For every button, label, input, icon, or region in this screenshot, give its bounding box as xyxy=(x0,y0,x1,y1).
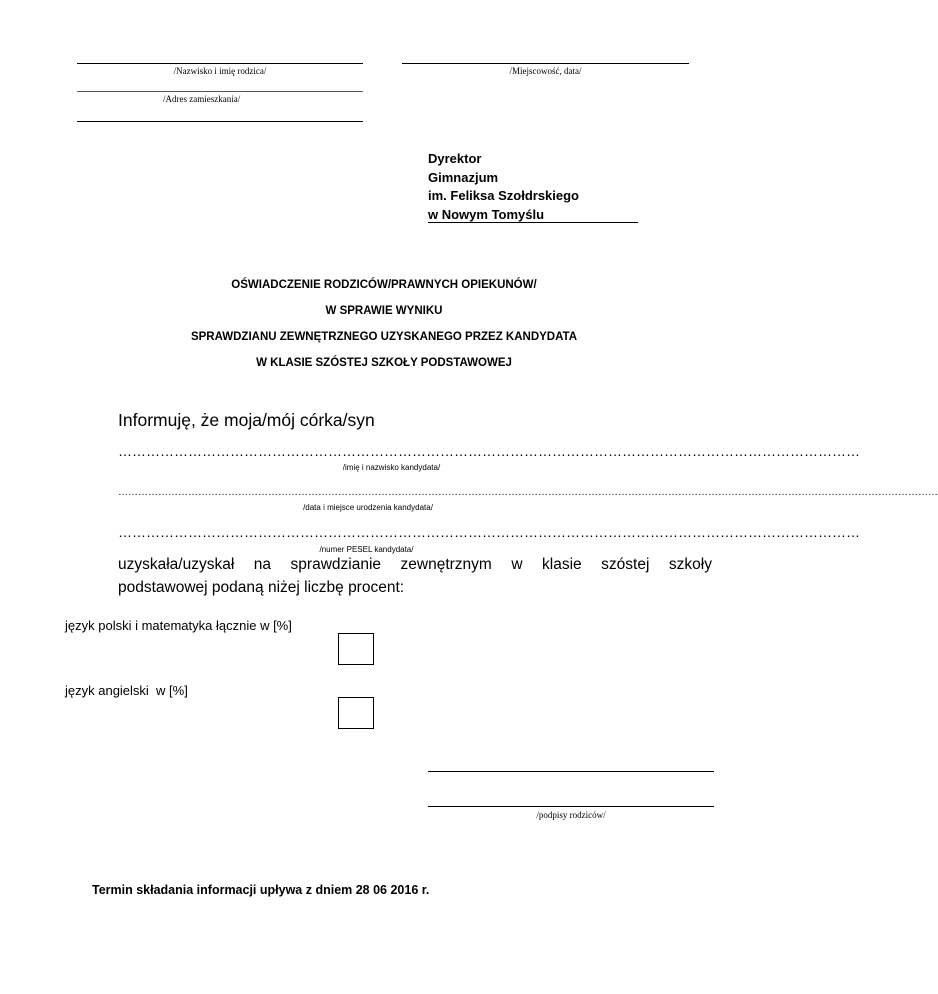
birth-caption: /data i miejsce urodzenia kandydata/ xyxy=(303,503,433,512)
title-line-4: W KLASIE SZÓSTEJ SZKOŁY PODSTAWOWEJ xyxy=(256,357,512,369)
signature-line-2[interactable] xyxy=(428,806,714,807)
candidate-name-caption: /imię i nazwisko kandydata/ xyxy=(342,463,441,472)
polish-math-label: język polski i matematyka łącznie w [%] xyxy=(65,618,292,633)
title-line-3: SPRAWDZIANU ZEWNĘTRZNEGO UZYSKANEGO PRZEZ KANDYDATA xyxy=(190,331,578,343)
result-text-line-2: podstawowej podaną niżej liczbę procent: xyxy=(118,579,405,596)
addressee-line-1: Dyrektor xyxy=(428,151,482,166)
intro-text: Informuję, że moja/mój córka/syn xyxy=(118,410,375,430)
addressee-line-3: im. Feliksa Szołdrskiego xyxy=(428,188,579,203)
address-line-1[interactable] xyxy=(77,91,363,92)
result-text-line-1 xyxy=(118,556,712,574)
pesel-caption: /numer PESEL kandydata/ xyxy=(319,545,414,554)
polish-math-input[interactable] xyxy=(338,633,374,665)
title-line-1: OŚWIADCZENIE RODZICÓW/PRAWNYCH OPIEKUNÓW/ xyxy=(231,279,537,291)
addressee-underline xyxy=(428,222,638,223)
addressee-line-4: w Nowym Tomyślu xyxy=(428,206,545,222)
parent-name-line[interactable] xyxy=(77,63,363,64)
result-text-line-1-content: uzyskała/uzyskał na sprawdzianie zewnętrznym w klasie szóstej szkoły xyxy=(118,556,712,573)
address-caption: /Adres zamieszkania/ xyxy=(163,94,241,104)
addressee-line-2: Gimnazjum xyxy=(428,169,499,185)
deadline-note: Termin składania informacji upływa z dniem 28 06 2016 r. xyxy=(92,883,430,897)
pesel-field[interactable]: …………………………………………………………………………………………………………………………………………… xyxy=(118,524,860,540)
place-date-line[interactable] xyxy=(402,63,689,64)
english-input[interactable] xyxy=(338,697,374,729)
birth-field[interactable]: ………………………………………………………………………………………………………………………………………………………………………………………………………………………… xyxy=(118,487,938,498)
signature-line-1[interactable] xyxy=(428,771,714,772)
english-label: język angielski w [%] xyxy=(65,683,188,698)
address-line-2[interactable] xyxy=(77,121,363,122)
candidate-name-field[interactable]: …………………………………………………………………………………………………………………………………………… xyxy=(118,443,860,459)
parent-name-caption: /Nazwisko i imię rodzica/ xyxy=(173,66,267,76)
title-line-2: W SPRAWIE WYNIKU xyxy=(325,305,443,317)
place-date-caption: /Miejscowość, data/ xyxy=(509,66,582,76)
addressee-block xyxy=(428,150,579,224)
signature-caption: /podpisy rodziców/ xyxy=(536,810,606,820)
